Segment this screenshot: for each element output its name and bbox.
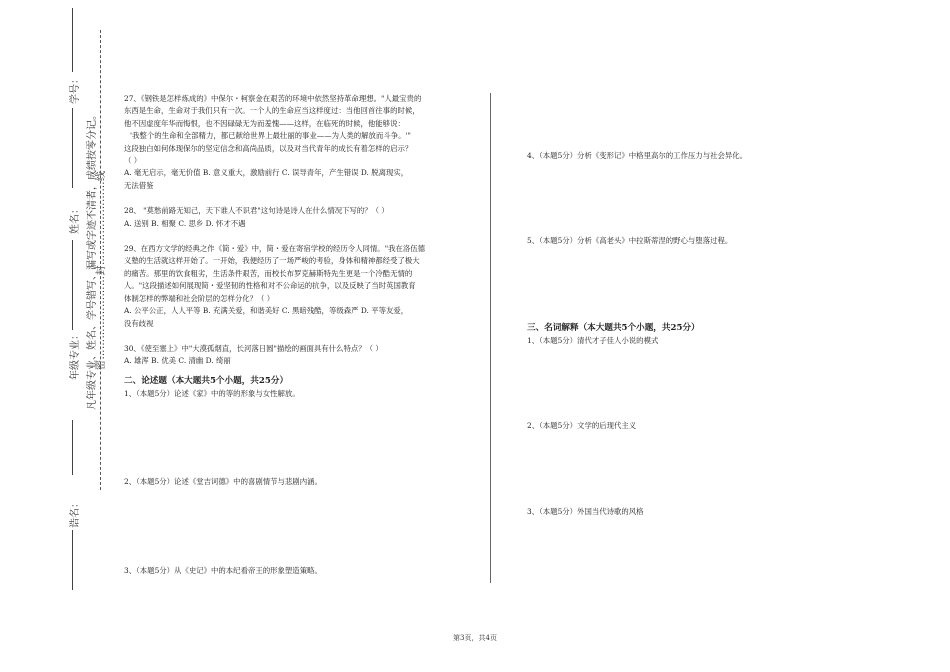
seat-label: 诰名： [70, 498, 81, 528]
q27-answer-blank: （ ） [124, 156, 142, 166]
major-label: 年级专业： [70, 330, 81, 380]
q29-line: 29、在西方文学的经典之作《简・爱》中，简・爱在寄宿学校的经历令人同情。"我在洛伍德 [124, 244, 426, 254]
q29-line: 体制怎样的弊端和社会阶层的怎样分化？（ ） [124, 293, 275, 303]
seal-line-text: 密……………………封……………………线 [96, 170, 107, 370]
q30-line: 30、《使至塞上》中"大漠孤烟直，长河落日圆"描绘的画面具有什么特点？（ ） [124, 343, 383, 353]
major-line [72, 240, 73, 330]
q29-line: 义塾的生活就这样开始了。一开始，我便经历了一场严峻的考验，身体和精神都经受了极大 [124, 256, 420, 266]
essay-question-3: 3、（本题5分）从《史记》中的本纪看帝王的形象塑造策略。 [124, 565, 322, 575]
term-question-2: 2、（本题5分）文学的后现代主义 [527, 421, 637, 431]
q27-line: 这段独白如何体现保尔的坚定信念和高尚品质，以及对当代青年的成长有着怎样的启示？ [124, 143, 413, 153]
q27-line: 他不因虚度年华而悔恨，也不因碌碌无为而羞愧——这样，在临死的时候，他能够说： [124, 118, 405, 128]
q27-line: 东西是生命，生命对于我们只有一次。一个人的生命应当这样度过：当他回首往事的时候， [124, 106, 420, 116]
binding-strip [0, 0, 110, 672]
q30-options: A. 雄浑 B. 优美 C. 清幽 D. 绮丽 [124, 356, 231, 366]
essay-question-4: 4、（本题5分）分析《变形记》中格里高尔的工作压力与社会异化。 [527, 151, 748, 160]
term-question-1: 1、（本题5分）清代才子佳人小说的模式 [527, 335, 659, 345]
seat-line [72, 420, 73, 475]
q29-line: 人。"这段描述如何展现简・爱坚韧的性格和对不公命运的抗争，以及反映了当时英国教育 [124, 281, 416, 291]
essay-question-2: 2、（本题5分）论述《堂吉诃德》中的喜剧情节与悲剧内涵。 [124, 477, 322, 487]
page-number: 第3页，共4页 [453, 634, 497, 642]
section-3-heading: 三、名词解释（本大题共5个小题，共25分） [527, 322, 700, 333]
term-question-3: 3、（本题5分）外国当代诗歌的风格 [527, 506, 644, 516]
q29-options: 没有歧视 [124, 318, 154, 328]
left-column [124, 93, 464, 577]
question-27 [124, 93, 464, 192]
name-label: 姓名： [70, 204, 81, 234]
q29-line: 的痛苦。那里的饮食粗劣，生活条件艰苦，而校长布罗克赫斯特先生更是一个冷酷无情的 [124, 268, 413, 278]
binding-warning: 凡年级专业、姓名、学号错写、漏写或字迹不清者，成绩按零分记。 [87, 110, 98, 410]
right-column [527, 150, 827, 518]
q27-options: A. 毫无启示，毫无价值 B. 意义重大，激励前行 C. 误导青年，产生错误 D. 脱离现实， [124, 168, 409, 178]
q28-options: A. 送别 B. 相聚 C. 思乡 D. 怀才不遇 [124, 218, 246, 228]
seat-line-bottom [72, 530, 73, 590]
q27-line: 27、《钢铁是怎样炼成的》中保尔・柯察金在艰苦的环境中依然坚持革命理想。"人最宝贵的 [124, 94, 422, 103]
question-29 [124, 243, 464, 330]
column-divider [490, 93, 491, 583]
student-id-label: 学号： [70, 74, 81, 104]
essay-question-5: 5、（本题5分）分析《高老头》中拉斯蒂涅的野心与堕落过程。 [527, 236, 733, 246]
q29-options: A. 公平公正，人人平等 B. 充满关爱，和谐美好 C. 黑暗残酷，等级森严 D. 平等友爱， [124, 306, 409, 316]
question-30 [124, 343, 464, 368]
essay-question-1: 1、（本题5分）论述《家》中的等的形象与女性解放。 [124, 388, 300, 398]
q27-options: 无法借鉴 [124, 180, 154, 190]
section-2-heading: 二、论述题（本大题共5个小题，共25分） [124, 375, 289, 386]
student-id-line [72, 8, 73, 72]
q28-line: 28、 "莫愁前路无知己，天下谁人不识君"这句诗是诗人在什么情况下写的？（ ） [124, 206, 389, 216]
seal-dashed-line [100, 30, 101, 490]
question-28 [124, 205, 464, 230]
q27-line: '我整个的生命和全部精力，都已献给世界上最壮丽的事业——为人类的解放而斗争。'" [130, 131, 411, 141]
name-line [72, 108, 73, 188]
